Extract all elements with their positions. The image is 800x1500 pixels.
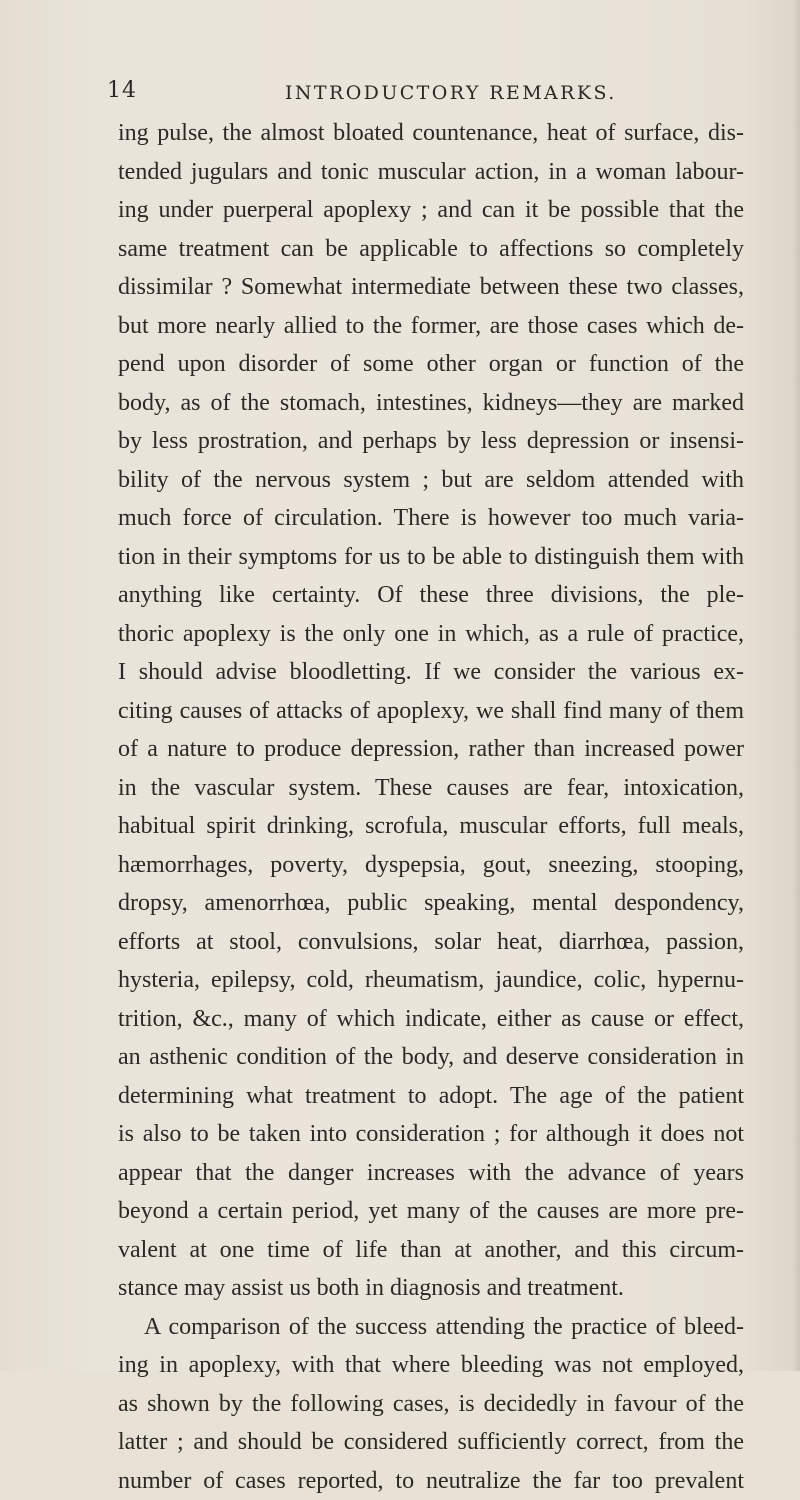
text-line: citing causes of attacks of apoplexy, we shall find many of them bbox=[118, 692, 744, 731]
text-line: habitual spirit drinking, scrofula, muscular efforts, full meals, bbox=[118, 807, 744, 846]
text-line: dissimilar ? Somewhat intermediate between these two classes, bbox=[118, 268, 744, 307]
text-line: but more nearly allied to the former, are those cases which de- bbox=[118, 307, 744, 346]
text-line: same treatment can be applicable to affections so completely bbox=[118, 230, 744, 269]
text-line: A comparison of the success attending the practice of bleed- bbox=[118, 1308, 744, 1347]
text-line: thoric apoplexy is the only one in which, as a rule of practice, bbox=[118, 615, 744, 654]
text-line: latter ; and should be considered sufficiently correct, from the bbox=[118, 1423, 744, 1462]
text-line: much force of circulation. There is however too much varia- bbox=[118, 499, 744, 538]
text-line: efforts at stool, convulsions, solar heat, diarrhœa, passion, bbox=[118, 923, 744, 962]
text-line: as shown by the following cases, is decidedly in favour of the bbox=[118, 1385, 744, 1424]
text-line: tion in their symptoms for us to be able to distinguish them with bbox=[118, 538, 744, 577]
text-line: bility of the nervous system ; but are seldom attended with bbox=[118, 461, 744, 500]
text-line: hysteria, epilepsy, cold, rheumatism, jaundice, colic, hypernu- bbox=[118, 961, 744, 1000]
text-line: ing pulse, the almost bloated countenance, heat of surface, dis- bbox=[118, 114, 744, 153]
text-line: hæmorrhages, poverty, dyspepsia, gout, sneezing, stooping, bbox=[118, 846, 744, 885]
text-line: in the vascular system. These causes are fear, intoxication, bbox=[118, 769, 744, 808]
text-line: ing under puerperal apoplexy ; and can it be possible that the bbox=[118, 191, 744, 230]
text-line: appear that the danger increases with the advance of years bbox=[118, 1154, 744, 1193]
page-header bbox=[107, 78, 747, 112]
body-text bbox=[118, 114, 744, 1500]
running-head: INTRODUCTORY REMARKS. bbox=[285, 82, 617, 104]
text-line: trition, &c., many of which indicate, either as cause or effect, bbox=[118, 1000, 744, 1039]
text-line: anything like certainty. Of these three divisions, the ple- bbox=[118, 576, 744, 615]
text-line: body, as of the stomach, intestines, kidneys—they are marked bbox=[118, 384, 744, 423]
text-line: tended jugulars and tonic muscular action, in a woman labour- bbox=[118, 153, 744, 192]
text-line: determining what treatment to adopt. The age of the patient bbox=[118, 1077, 744, 1116]
text-line: stance may assist us both in diagnosis and treatment. bbox=[118, 1269, 744, 1308]
text-line: dropsy, amenorrhœa, public speaking, mental despondency, bbox=[118, 884, 744, 923]
text-line: beyond a certain period, yet many of the causes are more pre- bbox=[118, 1192, 744, 1231]
text-line: pend upon disorder of some other organ or function of the bbox=[118, 345, 744, 384]
text-line: number of cases reported, to neutralize the far too prevalent bbox=[118, 1462, 744, 1500]
page-edge-shadow bbox=[792, 0, 800, 1371]
text-line: ing in apoplexy, with that where bleeding was not employed, bbox=[118, 1346, 744, 1385]
text-line: is also to be taken into consideration ; for although it does not bbox=[118, 1115, 744, 1154]
text-line: by less prostration, and perhaps by less depression or insensi- bbox=[118, 422, 744, 461]
text-line: valent at one time of life than at another, and this circum- bbox=[118, 1231, 744, 1270]
text-line: I should advise bloodletting. If we consider the various ex- bbox=[118, 653, 744, 692]
text-line: an asthenic condition of the body, and deserve consideration in bbox=[118, 1038, 744, 1077]
text-line: of a nature to produce depression, rather than increased power bbox=[118, 730, 744, 769]
page-number: 14 bbox=[107, 78, 137, 103]
